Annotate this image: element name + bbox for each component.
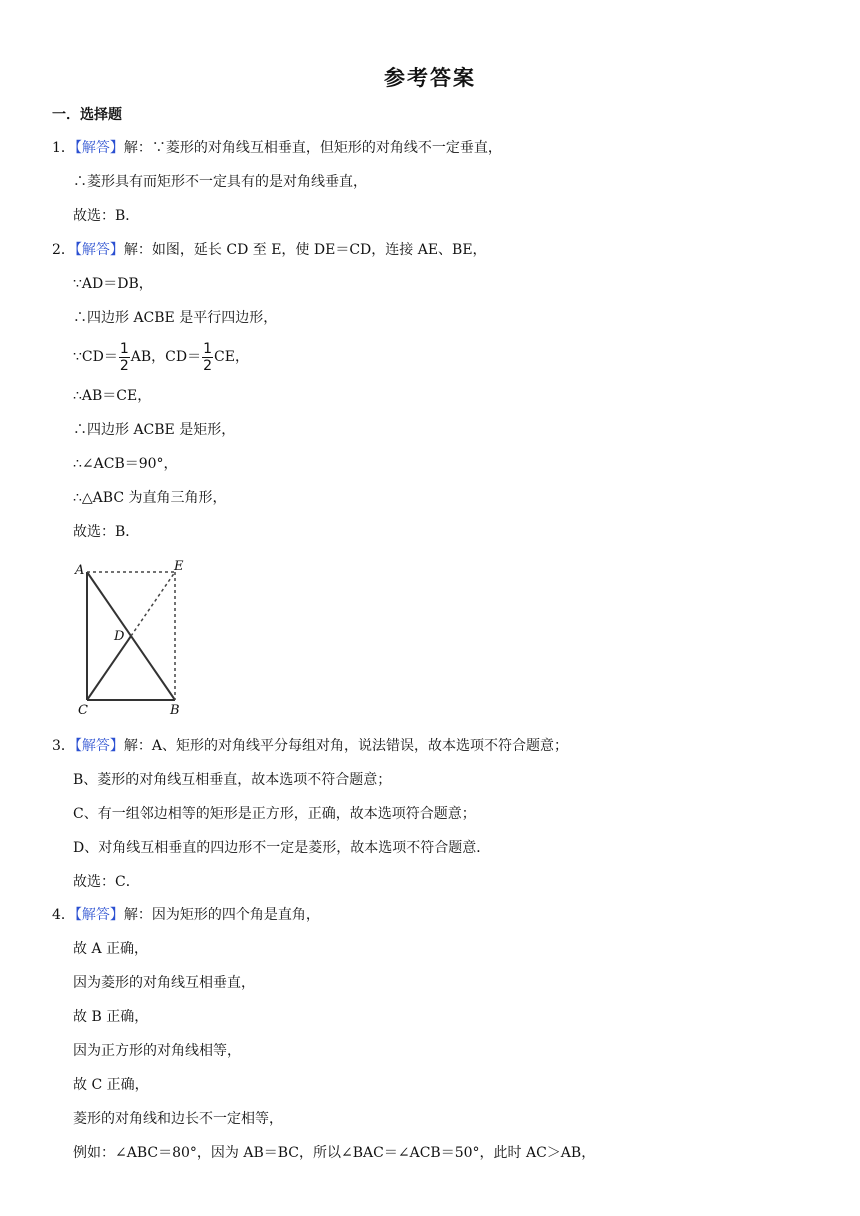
q2-line-9: 故选：B． [73, 524, 140, 540]
fraction-half-1 [119, 341, 130, 374]
q4-line-1 [52, 905, 320, 925]
q4-line-6: 故 C 正确， [73, 1077, 149, 1093]
q4-answer-tag: 【解答】 [74, 907, 124, 923]
q3-line-2: B、菱形的对角线互相垂直，故本选项不符合题意； [73, 772, 392, 788]
q1-number: 1． [52, 140, 75, 156]
q2-line-3: ∴四边形 ACBE 是平行四边形， [73, 310, 278, 326]
section-heading: 一．选择题 [52, 107, 122, 123]
q2-text-4c: CE， [214, 349, 249, 365]
q1-line-3: 故选：B． [73, 208, 140, 224]
q4-line-7: 菱形的对角线和边长不一定相等， [73, 1111, 283, 1127]
q4-line-8: 例如：∠ABC＝80°，因为 AB＝BC，所以∠BAC＝∠ACB＝50°，此时 AC＞AB， [73, 1145, 596, 1161]
fraction-denominator: 2 [203, 357, 213, 374]
q2-answer-tag: 【解答】 [74, 242, 124, 258]
q1-answer-tag: 【解答】 [74, 140, 124, 156]
q2-line-4 [73, 340, 249, 374]
q3-line-1 [52, 736, 568, 756]
q3-line-3: C、有一组邻边相等的矩形是正方形，正确，故本选项符合题意； [73, 806, 476, 822]
q2-line-8: ∴△ABC 为直角三角形， [73, 490, 227, 506]
fraction-numerator: 1 [203, 340, 213, 357]
q3-number: 3． [52, 738, 75, 754]
q3-answer-tag: 【解答】 [74, 738, 124, 754]
q2-line-6: ∴四边形 ACBE 是矩形， [73, 422, 236, 438]
q2-line-5: ∴AB＝CE， [73, 388, 152, 404]
label-D: D [114, 629, 125, 644]
q2-line-2: ∵AD＝DB， [73, 276, 153, 292]
geometry-figure [70, 556, 200, 718]
label-A: A [75, 563, 85, 578]
q2-line-1 [52, 240, 487, 260]
label-B: B [170, 703, 180, 718]
fraction-half-2 [202, 341, 213, 374]
q2-text-4b: AB，CD＝ [130, 349, 202, 365]
q2-text-1: 解：如图，延长 CD 至 E，使 DE＝CD，连接 AE、BE， [123, 242, 487, 258]
q4-number: 4． [52, 907, 75, 923]
q4-text-1: 解：因为矩形的四个角是直角， [123, 907, 320, 923]
q1-text-1: 解：∵菱形的对角线互相垂直，但矩形的对角线不一定垂直， [123, 140, 502, 156]
q2-text-4a: ∵CD＝ [73, 349, 118, 365]
q1-line-1 [52, 138, 502, 158]
q4-line-3: 因为菱形的对角线互相垂直， [73, 975, 255, 991]
q2-line-7: ∴∠ACB＝90°， [73, 456, 178, 472]
q3-line-4: D、对角线互相垂直的四边形不一定是菱形，故本选项不符合题意． [73, 840, 491, 856]
q4-line-2: 故 A 正确， [73, 941, 149, 957]
fraction-denominator: 2 [119, 357, 129, 374]
q4-line-5: 因为正方形的对角线相等， [73, 1043, 241, 1059]
fraction-numerator: 1 [119, 340, 129, 357]
q3-line-5: 故选：C． [73, 874, 140, 890]
segment-DE-dashed [131, 572, 175, 636]
q3-text-1: 解：A、矩形的对角线平分每组对角，说法错误，故本选项不符合题意； [123, 738, 569, 754]
q1-line-2: ∴菱形具有而矩形不一定具有的是对角线垂直， [73, 174, 367, 190]
label-C: C [78, 703, 88, 718]
segment-CD [87, 636, 131, 700]
page-title: 参考答案 [384, 65, 476, 90]
q2-number: 2． [52, 242, 75, 258]
q4-line-4: 故 B 正确， [73, 1009, 149, 1025]
label-E: E [174, 559, 184, 574]
